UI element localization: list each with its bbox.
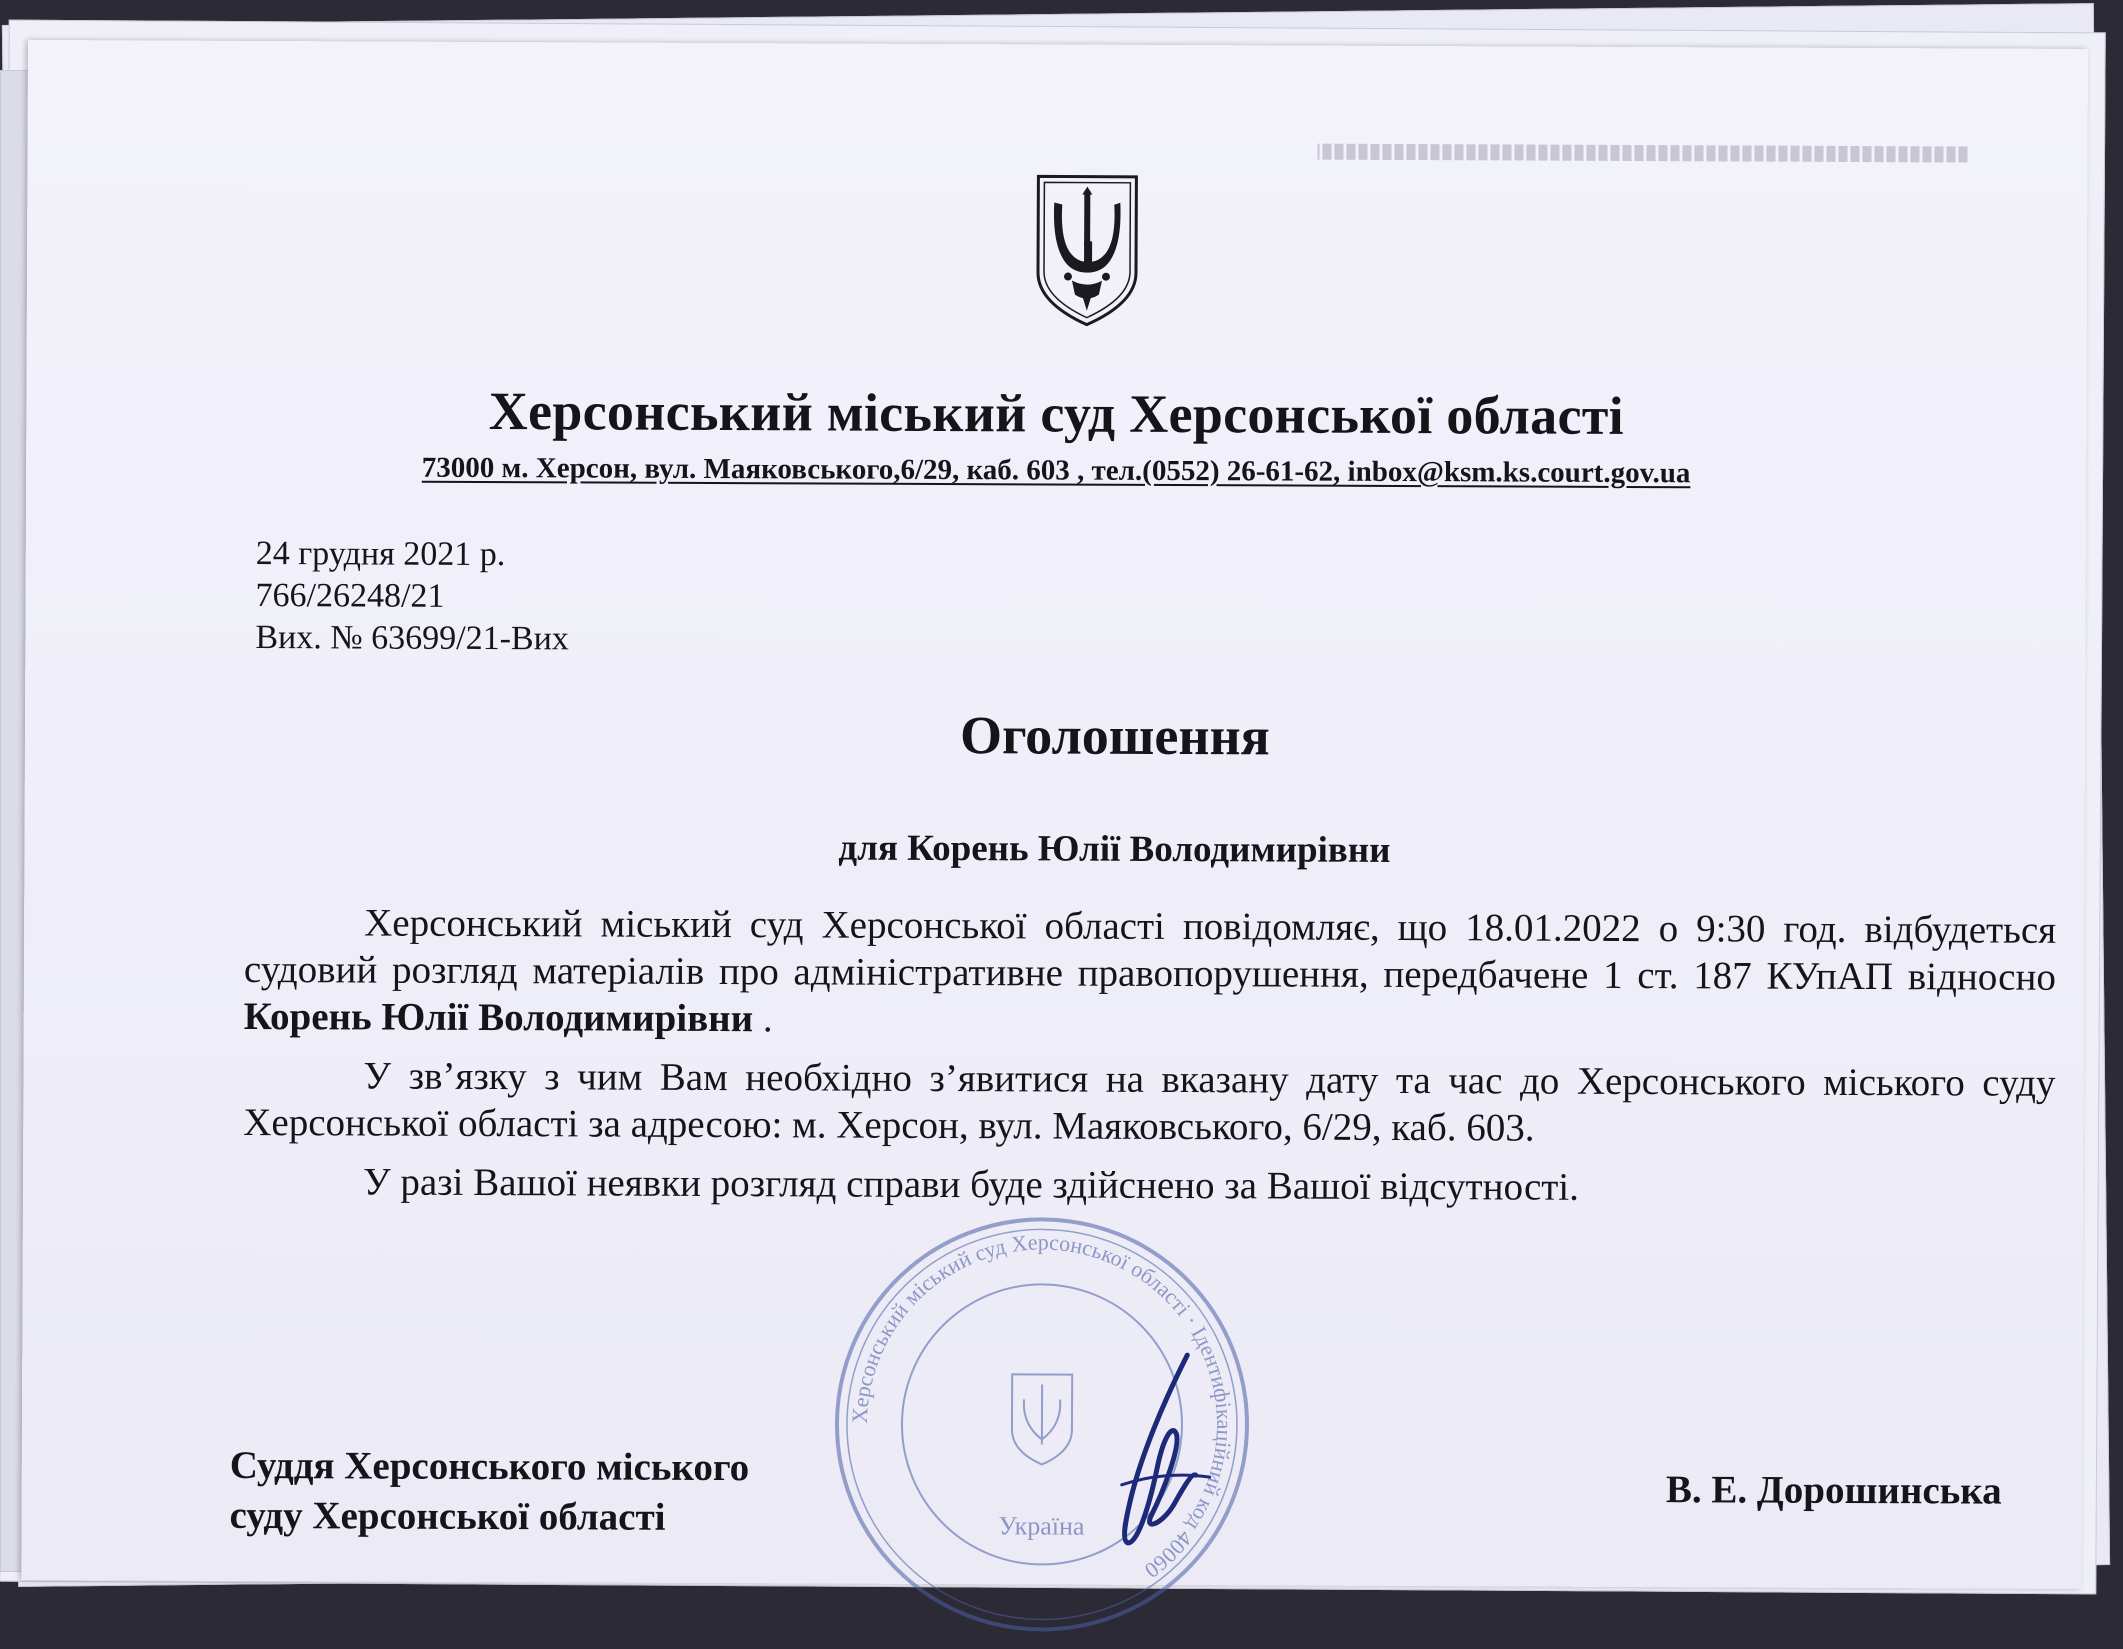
- show-through-text: [1317, 144, 1967, 163]
- notice-title: Оголошення: [959, 705, 1270, 767]
- person-name-bold: Корень Юлії Володимирівни: [243, 994, 754, 1041]
- notice-paragraph-1: [244, 899, 2057, 1048]
- notice-addressee: для Корень Юлії Володимирівни: [838, 827, 1391, 871]
- trident-coat-of-arms-icon: [1032, 172, 1143, 327]
- paragraph-text: .: [753, 997, 773, 1041]
- judge-title-line: суду Херсонської області: [229, 1493, 666, 1539]
- judge-title-line: Суддя Херсонського міського: [229, 1443, 750, 1490]
- paragraph-text: Херсонський міський суд Херсонської області повідомляє, що 18.01.2022 о 9:30 год. відбудеться судовий розгляд матеріалів про адміністративне правопорушення, передбачене 1 ст. 187 КУпАП відносно: [243, 901, 2057, 999]
- notice-paragraph-2: У зв’язку з чим Вам необхідно з’явитися на вказану дату та час до Херсонського міського суду Херсонської області за адресою: м. Херсон, вул. Маяковського, 6/29, каб. 603.: [243, 1054, 2056, 1150]
- notice-paragraph-3: У разі Вашої неявки розгляд справи буде здійснено за Вашої відсутності.: [362, 1160, 1580, 1209]
- court-name-heading: Херсонський міський суд Херсонської області: [488, 381, 1625, 446]
- judge-signature: [1091, 1345, 1222, 1556]
- seal-country-text: Україна: [998, 1511, 1085, 1541]
- notice-body: [243, 899, 2056, 1225]
- seal-ring-text: Херсонський міський суд Херсонської області · Ідентифікаційний код 40060: [846, 1229, 1237, 1584]
- court-notice-page: [21, 40, 2088, 1589]
- outgoing-number: Вих. № 63699/21-Вих: [255, 618, 569, 658]
- document-meta: [255, 533, 569, 660]
- judge-name: В. Е. Дорошинська: [1665, 1468, 2002, 1513]
- court-address-line: 73000 м. Херсон, вул. Маяковського,6/29, каб. 603 , тел.(0552) 26-61-62, inbox@ksm.ks.court.gov.ua: [421, 451, 1691, 490]
- judge-title: [229, 1441, 749, 1543]
- document-date: 24 грудня 2021 р.: [255, 534, 506, 574]
- case-number: 766/26248/21: [255, 576, 445, 615]
